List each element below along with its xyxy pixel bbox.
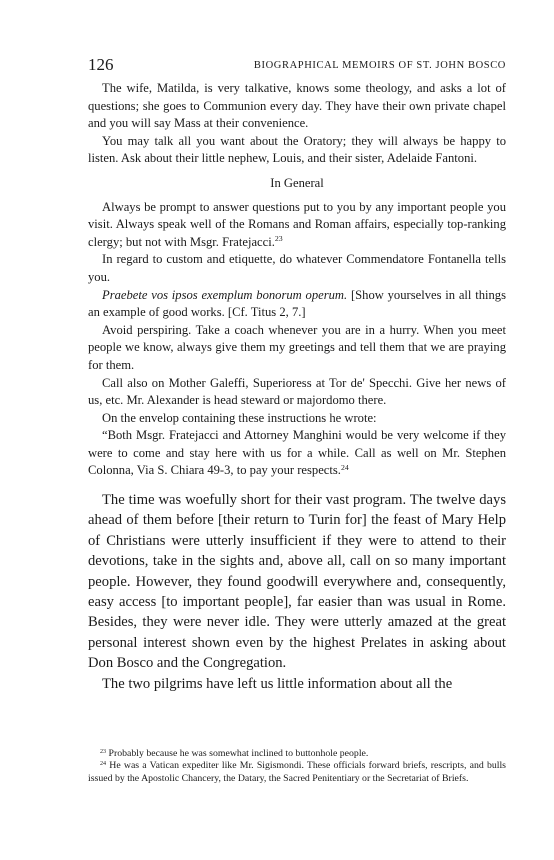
letter-paragraph: Praebete vos ipsos exemplum bonorum operum. [Show yourselves in all things an example of good works. [Cf. Titus 2, 7.] — [88, 287, 506, 320]
footnote: $^{23}$ Probably because he was somewhat inclined to buttonhole people. — [100, 748, 369, 759]
letter-paragraph: “Both Msgr. Fratejacci and Attorney Manghini would be very welcome if they were to come and stay here with us for a while. Call as well on Mr. Stephen Colonna, Via S. Chiara 49-3, to pay your respects.$^{24}$ — [88, 428, 506, 478]
letter-paragraph: On the envelop containing these instructions he wrote: — [102, 410, 377, 425]
footnotes — [88, 748, 506, 785]
body-paragraph: The two pilgrims have left us little information about all the — [102, 675, 453, 692]
footnote-marker: 23 — [100, 748, 107, 755]
section-heading: In General — [270, 175, 324, 190]
footnote-marker: 24 — [100, 761, 107, 768]
letter-paragraph: Call also on Mother Galeffi, Superioress at Tor de' Specchi. Give her news of us, etc. Mr. Alexander is head steward or majordomo there. — [88, 375, 506, 408]
narrative-text — [88, 490, 506, 694]
footnote-ref: 24 — [340, 463, 349, 473]
letter-paragraph: You may talk all you want about the Oratory; they will always be happy to listen. Ask about their little nephew, Louis, and their sister, Adelaide Fantoni. — [88, 133, 506, 166]
letter-paragraph: In regard to custom and etiquette, do whatever Commendatore Fontanella tells you. — [88, 252, 506, 284]
body-paragraph: The time was woefully short for their vast program. The twelve days ahead of them before [their return to Turin for] the feast of Mary Help of Christians were utterly insufficient if they were to attend to their devotions, take in the sights and, above all, call on so many important people. However, they found goodwill everywhere and, consequently, easy access [to important people], far easier than was usual in Rome. Besides, they were never idle. They were utterly amazed at the great personal interest shown even by the highest Prelates in asking about Don Bosco and the Congregation. — [88, 492, 506, 672]
latin-quote: Praebete vos ipsos exemplum bonorum operum. — [102, 287, 348, 302]
letter-paragraph: Avoid perspiring. Take a coach whenever you are in a hurry. When you meet people we know, always give them my greetings and tell them that we are praying for them. — [88, 322, 506, 372]
page-header — [88, 55, 506, 77]
footnote-ref: 23 — [274, 234, 283, 244]
footnote: $^{24}$ He was a Vatican expediter like Mr. Sigismondi. These officials forward briefs, rescripts, and bulls issued by the Apostolic Chancery, the Datary, the Sacred Penitentiary or the Secretariat of Briefs. — [88, 760, 506, 784]
page-number: 126 — [88, 55, 114, 74]
letter-instructions — [88, 80, 506, 480]
letter-paragraph: Always be prompt to answer questions put to you by any important people you visit. Always speak well of the Romans and Roman affairs, especially top-ranking clergy; but not with Msgr. Fratejacci.$^{23}$ — [88, 199, 506, 249]
letter-paragraph: The wife, Matilda, is very talkative, knows some theology, and asks a lot of questions; she goes to Communion every day. They have their own private chapel and you will say Mass at their convenience. — [88, 81, 506, 131]
running-head: BIOGRAPHICAL MEMOIRS OF ST. JOHN BOSCO — [253, 60, 506, 71]
